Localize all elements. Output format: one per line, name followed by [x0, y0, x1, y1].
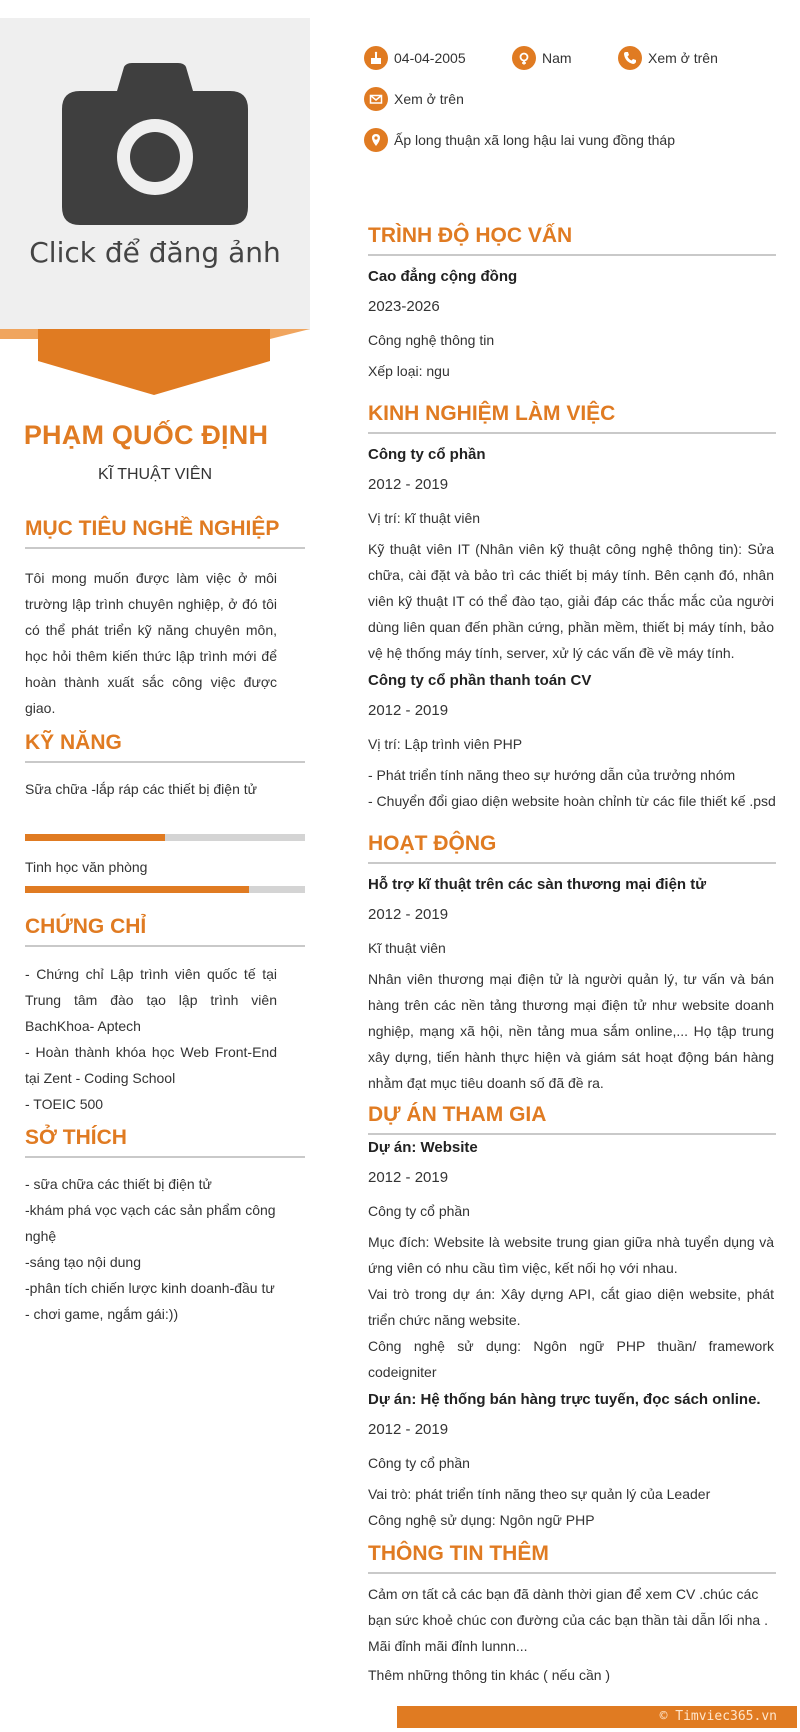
hobby-item: -khám phá vọc vạch các sản phẩm công nghệ — [25, 1202, 276, 1244]
birthday-value: 04-04-2005 — [394, 50, 466, 66]
objective-title: MỤC TIÊU NGHỀ NGHIỆP — [25, 517, 305, 549]
job-period: 2012 - 2019 — [368, 476, 449, 493]
job-period: 2012 - 2019 — [368, 702, 449, 719]
activities-title: HOẠT ĐỘNG — [368, 832, 776, 864]
activity-role: Kĩ thuật viên — [368, 940, 446, 956]
project-tech: Công nghệ sử dụng: Ngôn ngữ PHP thuần/ framework codeigniter — [368, 1338, 774, 1380]
extra-info-title: THÔNG TIN THÊM — [368, 1542, 776, 1574]
email-value: Xem ở trên — [394, 91, 464, 107]
certificates-title: CHỨNG CHỈ — [25, 915, 305, 947]
school-name: Cao đẳng cộng đồng — [368, 268, 518, 285]
project-tech: Công nghệ sử dụng: Ngôn ngữ PHP — [368, 1512, 595, 1528]
activity-period: 2012 - 2019 — [368, 906, 449, 923]
map-pin-icon — [364, 128, 388, 152]
hobby-item: -sáng tạo nội dung — [25, 1254, 141, 1270]
certificate-item: - Hoàn thành khóa học Web Front-End tại Zent - Coding School — [25, 1044, 277, 1086]
experience-title: KINH NGHIỆM LÀM VIỆC — [368, 402, 776, 434]
hobbies-title: SỞ THÍCH — [25, 1126, 305, 1158]
address-row — [364, 128, 675, 152]
gender-row — [512, 46, 572, 70]
address-value: Ấp long thuận xã long hậu lai vung đồng tháp — [394, 132, 676, 148]
hobby-item: - sữa chữa các thiết bị điện tử — [25, 1176, 212, 1192]
photo-upload-caption: Click để đăng ảnh — [29, 236, 281, 269]
project-company: Công ty cổ phần — [368, 1203, 470, 1219]
project-purpose: Mục đích: Website là website trung gian giữa nhà tuyển dụng và ứng viên có nhu cầu tìm việc, kết nối họ với nhau. — [368, 1234, 774, 1276]
email-icon — [364, 87, 388, 111]
job-company: Công ty cổ phần thanh toán CV — [368, 672, 592, 689]
skill-level-fill — [25, 834, 165, 841]
photo-upload-area[interactable] — [0, 18, 310, 330]
hobby-item: -phân tích chiến lược kinh doanh-đầu tư — [25, 1280, 275, 1296]
projects-title: DỰ ÁN THAM GIA — [368, 1103, 776, 1135]
education-period: 2023-2026 — [368, 298, 440, 315]
candidate-name: PHẠM QUỐC ĐỊNH — [23, 420, 269, 450]
activity-description: Nhân viên thương mại điện tử là người quản lý, tư vấn và bán hàng trên các nền tảng thương mại điện tử như website doanh nghiệp, mạng xã hội, nền tảng mua sắm online,... Họ tập trung xây dựng, tiến hành thực hiện và giám sát hoạt động bán hàng nhằm đạt mục tiêu doanh số đã đề ra. — [368, 971, 774, 1091]
skill-name: Tinh học văn phòng — [25, 859, 148, 875]
phone-icon — [618, 46, 642, 70]
education-major: Công nghệ thông tin — [368, 332, 495, 348]
ribbon-decoration — [0, 329, 310, 395]
activity-name: Hỗ trợ kĩ thuật trên các sàn thương mại điện tử — [368, 876, 707, 893]
education-grade: Xếp loại: ngu — [368, 363, 450, 379]
email-row — [364, 87, 464, 111]
job-company: Công ty cổ phần — [368, 446, 486, 463]
skill-level-bar — [25, 834, 305, 841]
project-name: Dự án: Hệ thống bán hàng trực tuyến, đọc sách online. — [368, 1391, 761, 1408]
project-company: Công ty cổ phần — [368, 1455, 470, 1471]
skill-level-fill — [25, 886, 249, 893]
hobby-item: - chơi game, ngắm gái:)) — [25, 1306, 179, 1322]
extra-info-note: Thêm những thông tin khác ( nếu cần ) — [368, 1667, 611, 1683]
watermark-footer: © Timviec365.vn — [397, 1706, 797, 1728]
objective-text: Tôi mong muốn được làm việc ở môi trường lập trình chuyên nghiệp, ở đó tôi có thể phát triển kỹ năng chuyên môn, học hỏi thêm kiến thức lập trình mới để hoàn thành xuất sắc công việc được giao. — [25, 570, 277, 716]
project-period: 2012 - 2019 — [368, 1421, 449, 1438]
camera-icon — [62, 63, 248, 225]
project-role: Vai trò trong dự án: Xây dựng API, cắt giao diện website, phát triển chức năng website. — [368, 1286, 774, 1328]
job-position: Vị trí: kĩ thuật viên — [368, 510, 481, 526]
cake-icon — [364, 46, 388, 70]
gender-value: Nam — [542, 50, 572, 66]
job-position: Vị trí: Lập trình viên PHP — [368, 736, 523, 752]
job-detail: - Chuyển đổi giao diện website hoàn chỉnh từ các file thiết kế .psd — [368, 793, 776, 809]
project-period: 2012 - 2019 — [368, 1169, 449, 1186]
job-description: Kỹ thuật viên IT (Nhân viên kỹ thuật công nghệ thông tin): Sửa chữa, cài đặt và bảo trì các thiết bị máy tính. Bên cạnh đó, nhân viên kỹ thuật IT có thể đào tạo, giải đáp các thắc mắc của người dùng liên quan đến phần cứng, phần mềm, thiết bị máy tính, bảo vệ hệ thống máy tính, server, xử lý các vấn đề về máy tính. — [368, 541, 774, 661]
certificate-item: - TOEIC 500 — [25, 1096, 104, 1112]
project-name: Dự án: Website — [368, 1139, 478, 1156]
extra-info-text: Cảm ơn tất cả các bạn đã dành thời gian để xem CV .chúc các bạn sức khoẻ chúc con đường của các bạn thần tài dẫn lối nha . Mãi đỉnh mãi đỉnh lunnn... — [368, 1586, 768, 1654]
skill-level-bar — [25, 886, 305, 893]
education-title: TRÌNH ĐỘ HỌC VẤN — [368, 224, 776, 256]
gender-icon — [512, 46, 536, 70]
certificate-item: - Chứng chỉ Lập trình viên quốc tế tại Trung tâm đào tạo lập trình viên BachKhoa- Aptech — [25, 966, 277, 1034]
phone-value: Xem ở trên — [648, 50, 718, 66]
job-detail: - Phát triển tính năng theo sự hướng dẫn của trưởng nhóm — [368, 767, 736, 783]
project-role: Vai trò: phát triển tính năng theo sự quản lý của Leader — [368, 1486, 711, 1502]
skill-name: Sữa chữa -lắp ráp các thiết bị điện tử — [25, 781, 258, 797]
candidate-job-title: KĨ THUẬT VIÊN — [97, 466, 213, 483]
birthday-row — [364, 46, 466, 70]
phone-row — [618, 46, 718, 70]
skills-title: KỸ NĂNG — [25, 731, 305, 763]
